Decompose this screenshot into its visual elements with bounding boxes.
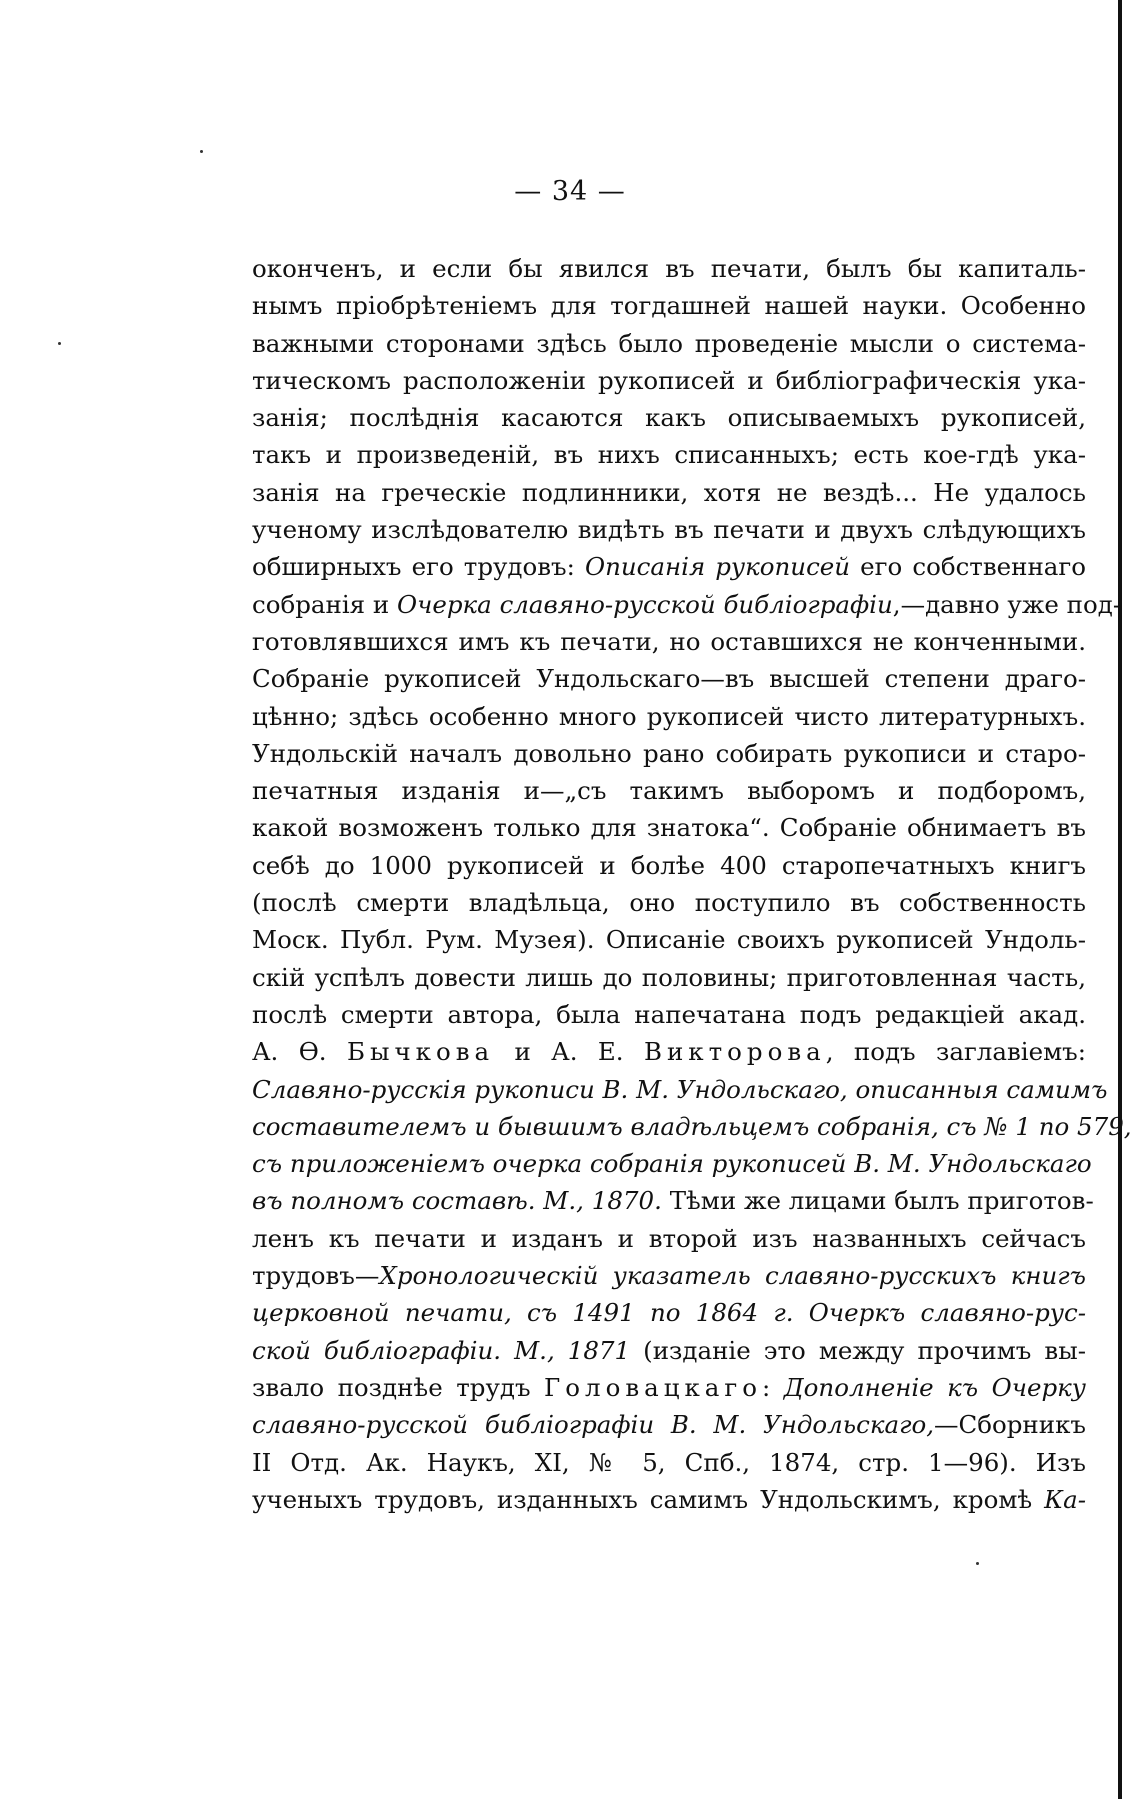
text-segment: послѣ смерти автора, была напечатана подъ редакціей акад. — [252, 999, 1086, 1029]
text-line — [252, 847, 1086, 884]
text-segment: оконченъ, и если бы явился въ печати, былъ бы капиталь- — [252, 254, 1086, 283]
text-segment: скій успѣлъ довести лишь до половины; приготовленная часть, — [252, 962, 1086, 992]
text-segment: ленъ къ печати и изданъ и второй изъ названныхъ сейчасъ — [252, 1223, 1086, 1253]
italic-title-text: славяно-русской библіографіи В. М. Ундольскаго, — [252, 1410, 934, 1440]
text-segment: Ундольскій началъ довольно рано собирать рукописи и старо- — [252, 738, 1086, 768]
text-segment: ученому изслѣдователю видѣть въ печати и двухъ слѣдующихъ — [252, 515, 1086, 545]
scan-speck — [58, 342, 61, 345]
text-line — [252, 1033, 1086, 1070]
text-segment: нымъ пріобрѣтеніемъ для тогдашней нашей науки. Особенно — [252, 291, 1086, 321]
text-line — [252, 1444, 1086, 1481]
text-segment: Тѣми же лицами былъ приготов- — [661, 1186, 1094, 1216]
text-line — [252, 623, 1086, 660]
text-line — [252, 436, 1086, 473]
text-line — [252, 1145, 1092, 1182]
text-line — [252, 735, 1086, 772]
text-line — [252, 325, 1086, 362]
text-line — [252, 1071, 1108, 1108]
text-segment: II Отд. Ак. Наукъ, XI, № 5, Спб., 1874, стр. 1—96). Изъ — [252, 1447, 1086, 1477]
text-segment: такъ и произведеній, въ нихъ списанныхъ; есть кое-гдѣ ука- — [252, 440, 1086, 470]
text-segment: (изданіе это между прочимъ вы- — [630, 1335, 1086, 1365]
page-edge-rule — [1118, 0, 1122, 1799]
italic-title-text: Хронологическій указатель славяно-русскихъ книгъ — [379, 1261, 1086, 1291]
text-segment: Собраніе рукописей Ундольскаго—въ высшей степени драго- — [252, 664, 1086, 694]
text-segment: его собственнаго — [850, 552, 1086, 582]
text-line — [252, 772, 1086, 809]
text-segment: занія на греческіе подлинники, хотя не вездѣ... Не удалось — [252, 477, 1086, 507]
text-segment: —Сборникъ — [934, 1410, 1086, 1440]
text-segment: какой возможенъ только для знатока“. Собраніе обнимаетъ въ — [252, 813, 1086, 843]
text-line — [252, 1332, 1086, 1369]
scan-speck — [200, 150, 203, 153]
text-segment: готовлявшихся имъ къ печати, но оставшихся не конченными. — [252, 626, 1086, 656]
text-line — [252, 959, 1086, 996]
italic-title-text: Славяно-русскія рукописи В. М. Ундольскаго, описанныя самимъ — [252, 1074, 1108, 1104]
text-segment: печатныя изданія и—„съ такимъ выборомъ и подборомъ, — [252, 776, 1086, 806]
text-segment: А. Ѳ. — [252, 1037, 347, 1067]
text-line — [252, 250, 1086, 287]
text-line — [252, 511, 1086, 548]
text-line — [252, 1294, 1086, 1331]
text-segment: ученыхъ трудовъ, изданныхъ самимъ Ундольскимъ, кромѣ — [252, 1484, 1045, 1514]
text-segment: , подъ заглавіемъ: — [825, 1037, 1087, 1067]
text-line — [252, 996, 1086, 1033]
text-line — [252, 660, 1086, 697]
text-line — [252, 1108, 1132, 1145]
text-segment: себѣ до 1000 рукописей и болѣе 400 старопечатныхъ книгъ — [252, 850, 1086, 880]
scan-speck — [976, 1562, 979, 1565]
text-line — [252, 809, 1086, 846]
text-line — [252, 884, 1086, 921]
italic-title-text: съ приложеніемъ очерка собранія рукописей В. М. Ундольскаго — [252, 1149, 1092, 1179]
text-segment: обширныхъ его трудовъ: — [252, 552, 585, 582]
italic-title-text: Описанія рукописей — [585, 552, 851, 582]
italic-title-text: церковной печати, съ 1491 по 1864 г. Очеркъ славяно-рус- — [252, 1298, 1086, 1328]
text-line — [252, 1182, 1094, 1219]
text-segment: звало позднѣе трудъ — [252, 1372, 545, 1402]
text-segment: Моск. Публ. Рум. Музея). Описаніе своихъ рукописей Ундоль- — [252, 925, 1086, 955]
text-segment: важными сторонами здѣсь было проведеніе мысли о система- — [252, 328, 1086, 358]
text-line — [252, 1406, 1086, 1443]
text-segment: трудовъ— — [252, 1261, 380, 1291]
text-line — [252, 1257, 1086, 1294]
text-line — [252, 1220, 1086, 1257]
text-line — [252, 1369, 1086, 1406]
text-line — [252, 399, 1086, 436]
text-line — [252, 362, 1086, 399]
text-line — [252, 548, 1086, 585]
italic-title-text: въ полномъ составѣ. М., 1870. — [252, 1186, 662, 1216]
text-line — [252, 698, 1086, 735]
text-line — [252, 287, 1086, 324]
page-number: — 34 — — [514, 176, 626, 207]
text-segment: тическомъ расположеніи рукописей и библіографическія ука- — [252, 365, 1086, 395]
text-line — [252, 921, 1086, 958]
text-line — [252, 1481, 1086, 1518]
italic-title-text: составителемъ и бывшимъ владѣльцемъ собранія, съ № 1 по 579, — [252, 1111, 1132, 1141]
text-segment: и А. Е. — [494, 1037, 644, 1067]
text-segment: собранія и — [252, 589, 398, 619]
text-line — [252, 586, 1122, 623]
text-segment: ,—давно уже под- — [892, 589, 1122, 619]
italic-title-text: Дополненіе къ Очерку — [783, 1372, 1086, 1402]
text-segment: : — [762, 1372, 784, 1402]
italic-title-text: Ка- — [1044, 1484, 1086, 1514]
spaced-name-text: Бычкова — [346, 1037, 495, 1067]
text-segment: (послѣ смерти владѣльца, оно поступило въ собственность — [252, 888, 1086, 918]
italic-title-text: ской библіографіи. М., 1871 — [252, 1335, 631, 1365]
body-text — [252, 250, 1132, 1518]
text-segment: занія; послѣднія касаются какъ описываемыхъ рукописей, — [252, 403, 1086, 433]
spaced-name-text: Головацкаго — [544, 1372, 762, 1402]
text-segment: цѣнно; здѣсь особенно много рукописей чисто литературныхъ. — [252, 701, 1086, 731]
italic-title-text: Очерка славяно-русской библіографіи — [397, 589, 893, 619]
spaced-name-text: Викторова — [643, 1037, 826, 1067]
text-line — [252, 474, 1086, 511]
